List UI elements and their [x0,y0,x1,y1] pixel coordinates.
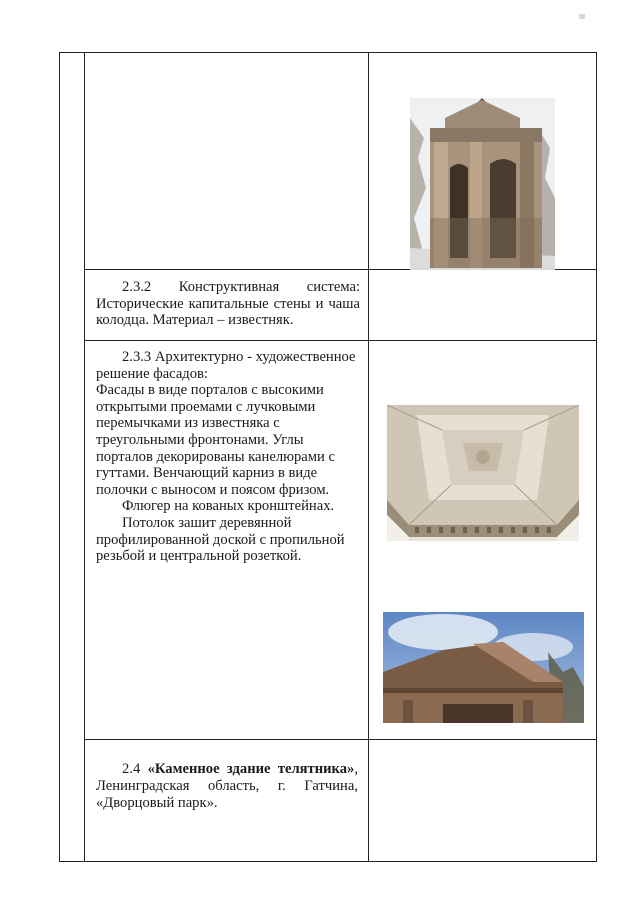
pavilion-photo [410,98,555,270]
table-border-bottom [59,861,597,862]
section-2-3-3-text [96,349,358,565]
section-2-4-title: «Каменное здание телятника» [147,761,355,777]
section-2-4-paragraph [96,761,358,812]
section-2-3-2-body: Исторические капитальные стены и чаша колодца. Материал – известняк. [96,295,360,329]
facade-photo [383,612,584,723]
table-border-right [596,52,597,862]
section-2-3-3-heading: 2.3.3 Архитектурно - художественное решение фасадов: [96,349,356,382]
section-2-3-3-paragraph-3: Потолок зашит деревянной профилированной доской с пропильной резьбой и центральной розеткой. [96,514,345,565]
table-border-middle [368,52,369,862]
section-2-3-3-paragraph-2: Флюгер на кованых кронштейнах. [122,498,335,515]
section-2-3-2-text [96,279,360,329]
page-mark [579,14,585,19]
table-border-left [84,52,85,862]
table-border-outer-left [59,52,60,862]
row-divider-3 [84,739,597,740]
table-border-top [59,52,597,53]
row-divider-2 [84,340,597,341]
ceiling-photo [387,405,579,541]
section-2-3-2-heading: 2.3.2 Конструктивная система: [122,279,360,295]
section-2-3-3-paragraph-1: Фасады в виде порталов с высокими открытыми проемами с лучковыми перемычками из известняка с треугольными фронтонами. Углы порталов декорированы канелюрами с гуттами. Венчающий карниз в виде полочки с выносом и поясом фризом. [96,382,335,498]
section-2-4-location: , Ленинградская область, г. Гатчина, «Дворцовый парк». [96,761,358,811]
section-2-4-number: 2.4 [122,761,141,777]
section-2-4-text [96,761,358,812]
